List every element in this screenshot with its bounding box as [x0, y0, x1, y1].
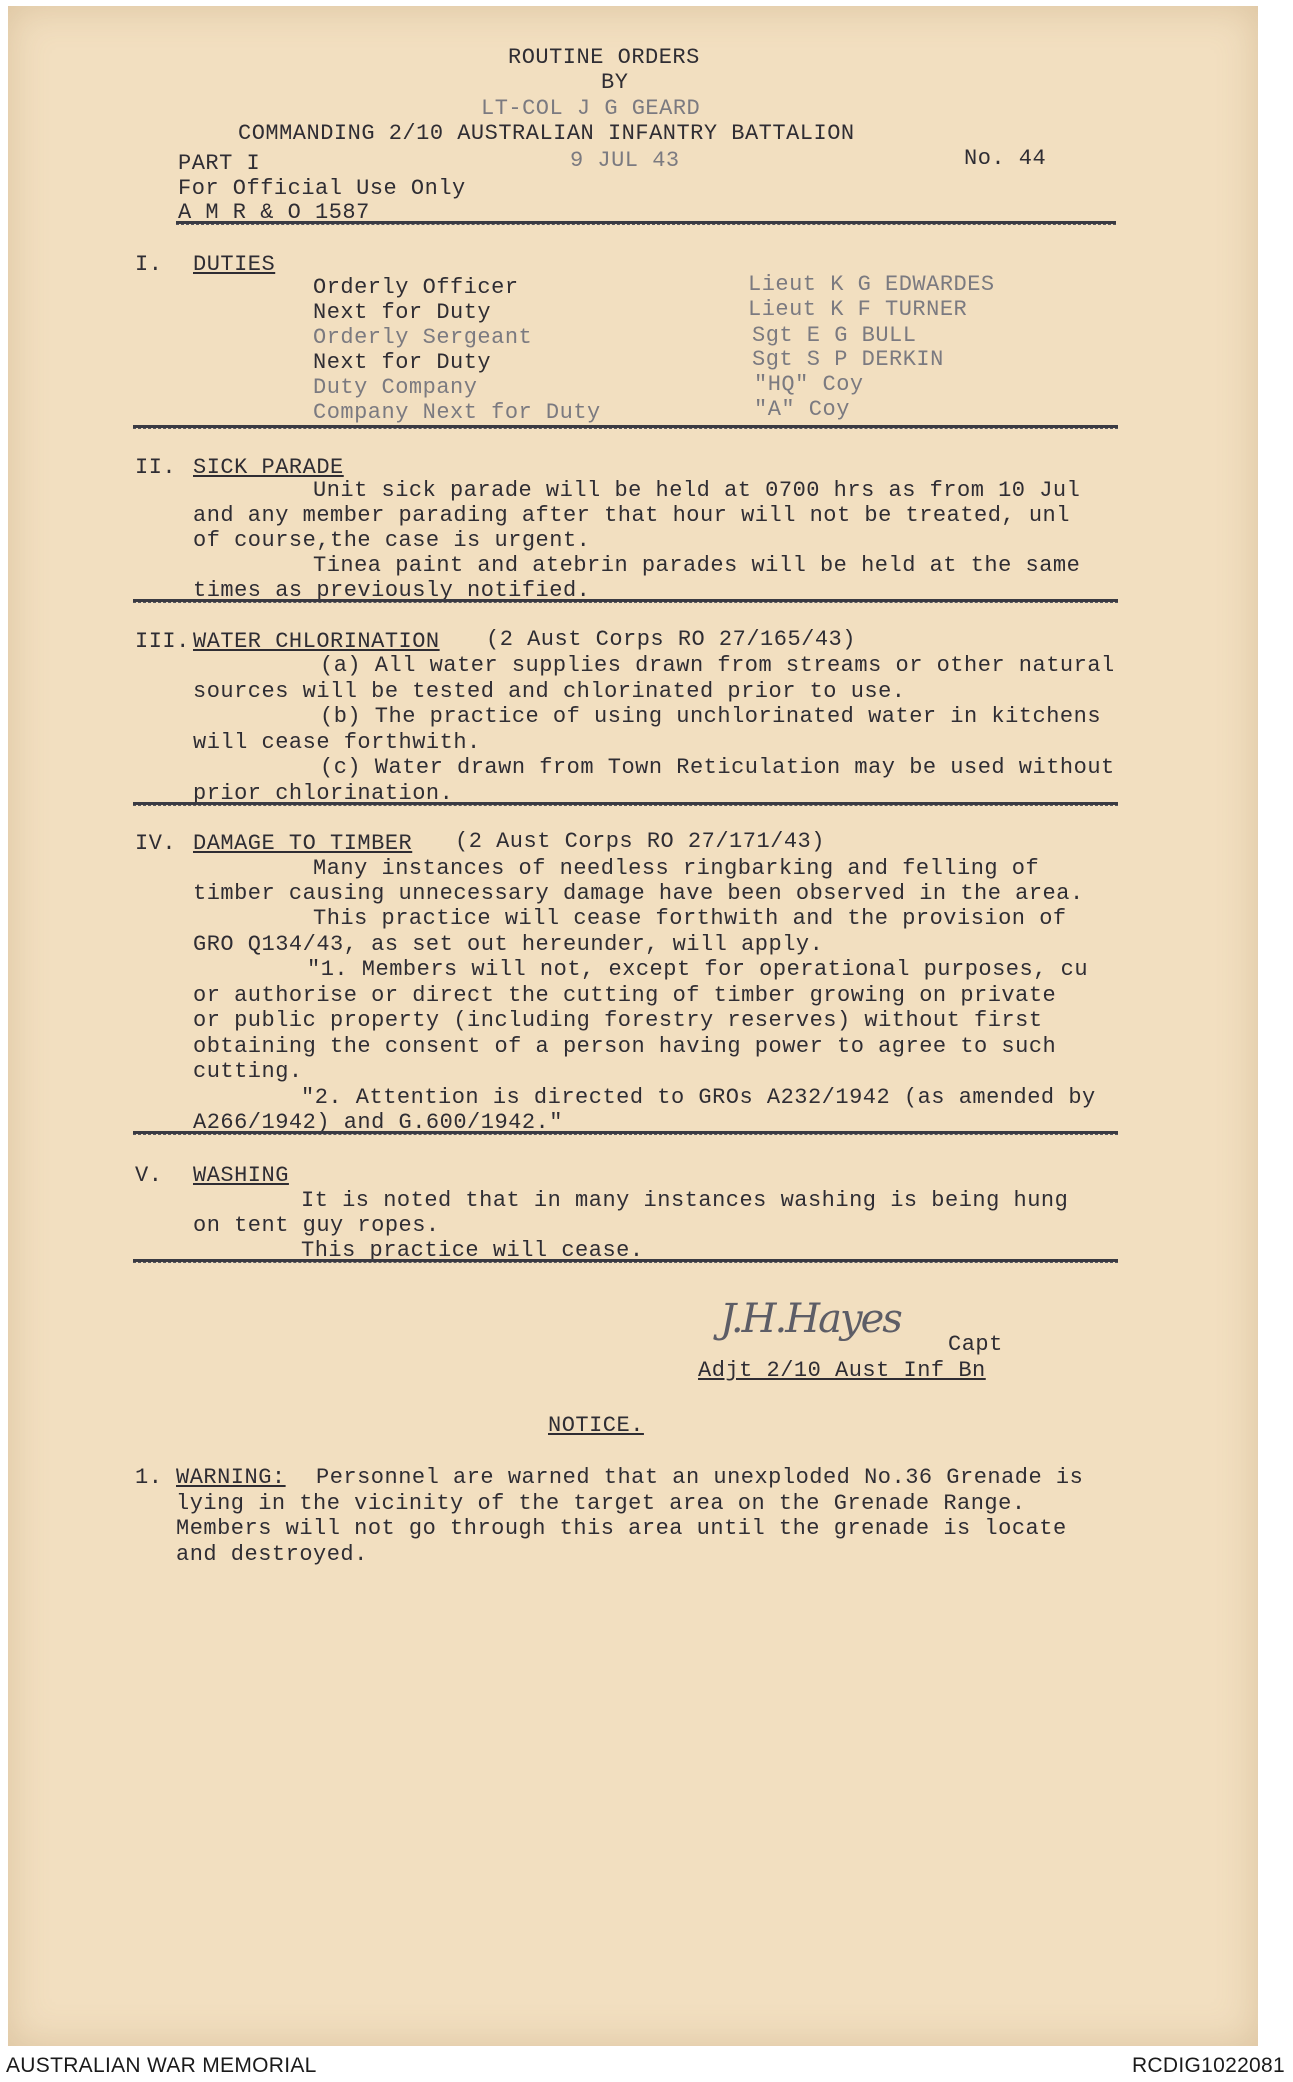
paragraph-line: and any member parading after that hour will not be treated, unl	[193, 503, 1070, 528]
divider	[176, 221, 1116, 225]
duty-role: Duty Company	[313, 375, 478, 400]
paragraph-line: lying in the vicinity of the target area on the Grenade Range.	[176, 1491, 1026, 1516]
section-reference: (2 Aust Corps RO 27/171/43)	[455, 829, 825, 854]
divider	[133, 1131, 1118, 1135]
duty-name: "HQ" Coy	[754, 372, 864, 397]
divider	[133, 599, 1118, 603]
paragraph-line: on tent guy ropes.	[193, 1213, 440, 1238]
duty-role: Company Next for Duty	[313, 400, 601, 425]
paragraph-line: "1. Members will not, except for operational purposes, cu	[307, 957, 1089, 982]
paragraph-line: It is noted that in many instances washing is being hung	[301, 1188, 1069, 1213]
duty-name: Sgt E G BULL	[752, 323, 917, 348]
signatory-title: Adjt 2/10 Aust Inf Bn	[698, 1358, 986, 1383]
section-number: III.	[135, 629, 190, 654]
warning-label: WARNING:	[176, 1465, 286, 1490]
paragraph-line: This practice will cease.	[301, 1238, 644, 1263]
paragraph-line: Personnel are warned that an unexploded No.36 Grenade is	[316, 1465, 1084, 1490]
duty-name: "A" Coy	[754, 397, 850, 422]
divider	[133, 802, 1118, 806]
duty-role: Next for Duty	[313, 300, 492, 325]
duty-name: Sgt S P DERKIN	[752, 347, 944, 372]
duty-name: Lieut K G EDWARDES	[748, 272, 995, 297]
section-title: WATER CHLORINATION	[193, 629, 440, 654]
section-reference: (2 Aust Corps RO 27/165/43)	[486, 627, 856, 652]
footer-source: AUSTRALIAN WAR MEMORIAL	[6, 2054, 317, 2077]
paragraph-line: cutting.	[193, 1059, 303, 1084]
paragraph-line: GRO Q134/43, as set out hereunder, will apply.	[193, 932, 824, 957]
paragraph-line: Many instances of needless ringbarking and felling of	[313, 856, 1040, 881]
divider	[133, 1259, 1118, 1263]
footer-id: RCDIG1022081	[1131, 2054, 1285, 2077]
official-use-label: For Official Use Only	[178, 176, 466, 201]
duty-role: Next for Duty	[313, 350, 492, 375]
section-title: SICK PARADE	[193, 455, 344, 480]
section-number: I.	[135, 252, 163, 277]
section-number: IV.	[135, 831, 177, 856]
paragraph-line: A266/1942) and G.600/1942."	[193, 1110, 563, 1135]
paragraph-line: Members will not go through this area until the grenade is locate	[176, 1516, 1067, 1541]
divider	[133, 425, 1118, 429]
header-line-2: BY	[601, 70, 629, 95]
paragraph-line: (b) The practice of using unchlorinated water in kitchens	[320, 704, 1102, 729]
section-title: DUTIES	[193, 252, 276, 277]
paragraph-line: will cease forthwith.	[193, 730, 481, 755]
signature: J.H.Hayes	[720, 1296, 901, 1342]
paragraph-line: "2. Attention is directed to GROs A232/1942 (as amended by	[301, 1085, 1096, 1110]
duty-name: Lieut K F TURNER	[748, 297, 968, 322]
duty-role: Orderly Officer	[313, 275, 519, 300]
header-line-3: LT-COL J G GEARD	[481, 96, 701, 121]
signatory-rank: Capt	[948, 1332, 1003, 1357]
paragraph-line: Unit sick parade will be held at 0700 hrs as from 10 Jul	[313, 478, 1081, 503]
section-number: II.	[135, 455, 177, 480]
paragraph-line: obtaining the consent of a person having power to agree to such	[193, 1034, 1057, 1059]
paragraph-line: timber causing unnecessary damage have been observed in the area.	[193, 881, 1084, 906]
section-title: DAMAGE TO TIMBER	[193, 831, 413, 856]
paragraph-line: (c) Water drawn from Town Reticulation may be used without	[320, 755, 1115, 780]
paragraph-line: or public property (including forestry reserves) without first	[193, 1008, 1043, 1033]
order-number: No. 44	[964, 146, 1047, 171]
paragraph-line: This practice will cease forthwith and the provision of	[313, 906, 1067, 931]
notice-heading: NOTICE.	[548, 1413, 644, 1438]
notice-number: 1.	[135, 1465, 163, 1490]
paragraph-line: times as previously notified.	[193, 578, 591, 603]
header-line-4: COMMANDING 2/10 AUSTRALIAN INFANTRY BATTALION	[238, 121, 855, 146]
paragraph-line: or authorise or direct the cutting of timber growing on private	[193, 983, 1057, 1008]
order-date: 9 JUL 43	[570, 148, 680, 173]
header-line-1: ROUTINE ORDERS	[508, 45, 700, 70]
paragraph-line: (a) All water supplies drawn from streams or other natural	[320, 653, 1115, 678]
paragraph-line: Tinea paint and atebrin parades will be held at the same	[313, 553, 1081, 578]
paragraph-line: prior chlorination.	[193, 781, 454, 806]
reference-number: A M R & O 1587	[178, 200, 370, 225]
part-label: PART I	[178, 151, 261, 176]
paragraph-line: sources will be tested and chlorinated prior to use.	[193, 679, 906, 704]
section-title: WASHING	[193, 1163, 289, 1188]
paragraph-line: and destroyed.	[176, 1542, 368, 1567]
duty-role: Orderly Sergeant	[313, 325, 533, 350]
paragraph-line: of course,the case is urgent.	[193, 528, 591, 553]
section-number: V.	[135, 1163, 163, 1188]
